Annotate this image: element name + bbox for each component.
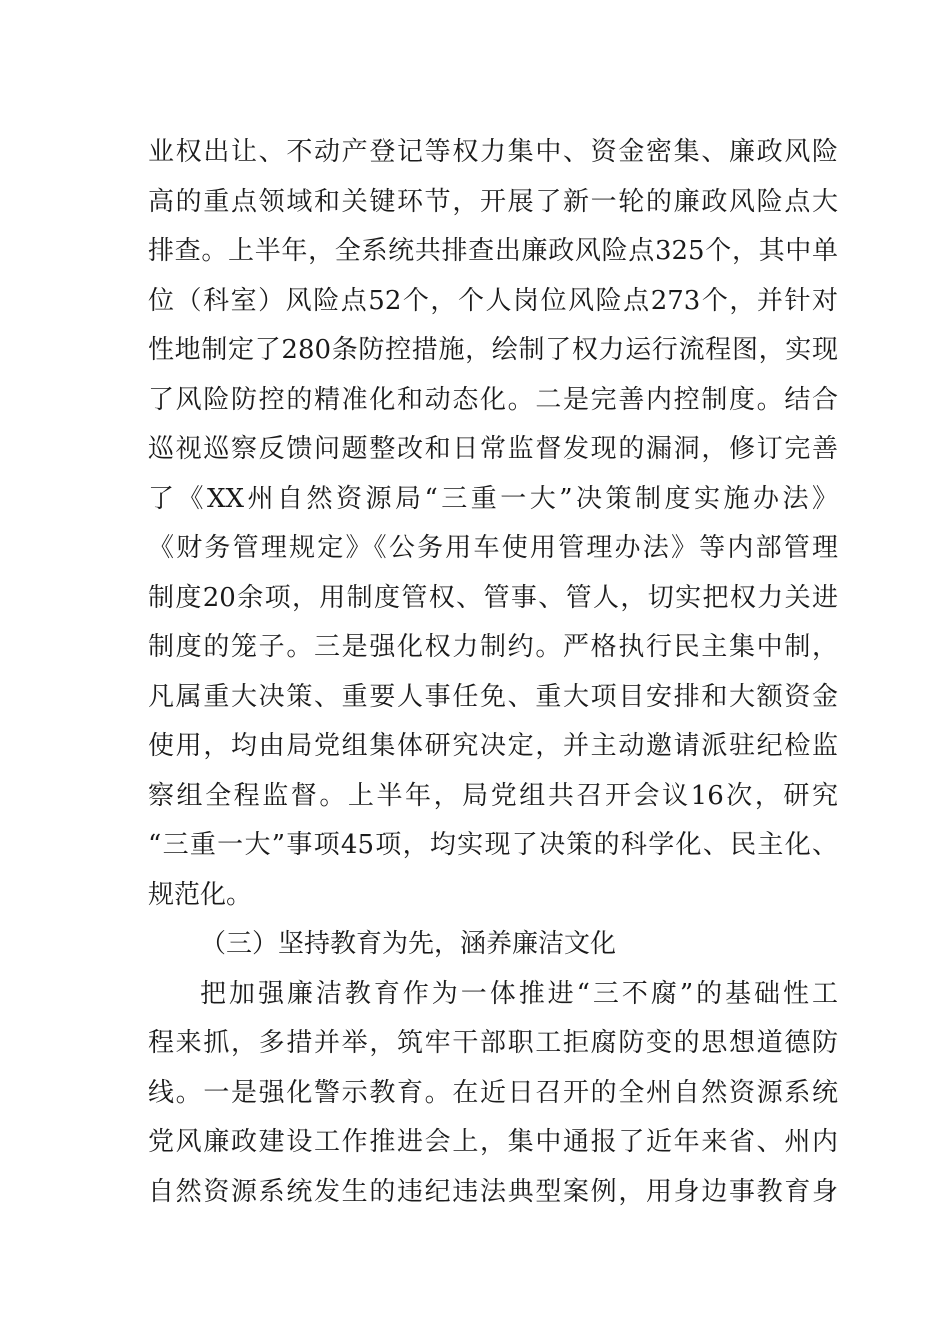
text-line: 使用，均由局党组集体研究决定，并主动邀请派驻纪检监	[148, 731, 838, 761]
text-line: 了《XX州自然资源局“三重一大”决策制度实施办法》	[148, 484, 838, 514]
text-line: 《财务管理规定》《公务用车使用管理办法》等内部管理	[148, 533, 838, 563]
text-line: 自然资源系统发生的违纪违法典型案例，用身边事教育身	[148, 1177, 838, 1207]
text-line: 察组全程监督。上半年，局党组共召开会议16次，研究	[148, 781, 838, 811]
text-line: 高的重点领域和关键环节，开展了新一轮的廉政风险点大	[148, 187, 838, 217]
text-line: 制度20余项，用制度管权、管事、管人，切实把权力关进	[148, 583, 838, 613]
text-line: 把加强廉洁教育作为一体推进“三不腐”的基础性工	[200, 979, 838, 1009]
text-line: 规范化。	[148, 880, 253, 910]
text-line: 党风廉政建设工作推进会上，集中通报了近年来省、州内	[148, 1127, 838, 1157]
text-line: 凡属重大决策、重要人事任免、重大项目安排和大额资金	[148, 682, 838, 712]
text-line: 位（科室）风险点52个，个人岗位风险点273个，并针对	[148, 286, 838, 316]
text-line: 性地制定了280条防控措施，绘制了权力运行流程图，实现	[148, 335, 838, 365]
text-line: 了风险防控的精准化和动态化。二是完善内控制度。结合	[148, 385, 838, 415]
section-heading: （三）坚持教育为先，涵养廉洁文化	[200, 929, 617, 959]
text-line: 线。一是强化警示教育。在近日召开的全州自然资源系统	[148, 1078, 838, 1108]
text-line: 巡视巡察反馈问题整改和日常监督发现的漏洞，修订完善	[148, 434, 838, 464]
text-line: 制度的笼子。三是强化权力制约。严格执行民主集中制，	[148, 632, 838, 662]
text-line: 程来抓，多措并举，筑牢干部职工拒腐防变的思想道德防	[148, 1028, 838, 1058]
text-line: 业权出让、不动产登记等权力集中、资金密集、廉政风险	[148, 137, 838, 167]
text-line: “三重一大”事项45项，均实现了决策的科学化、民主化、	[148, 830, 838, 860]
text-line: 排查。上半年，全系统共排查出廉政风险点325个，其中单	[148, 236, 838, 266]
